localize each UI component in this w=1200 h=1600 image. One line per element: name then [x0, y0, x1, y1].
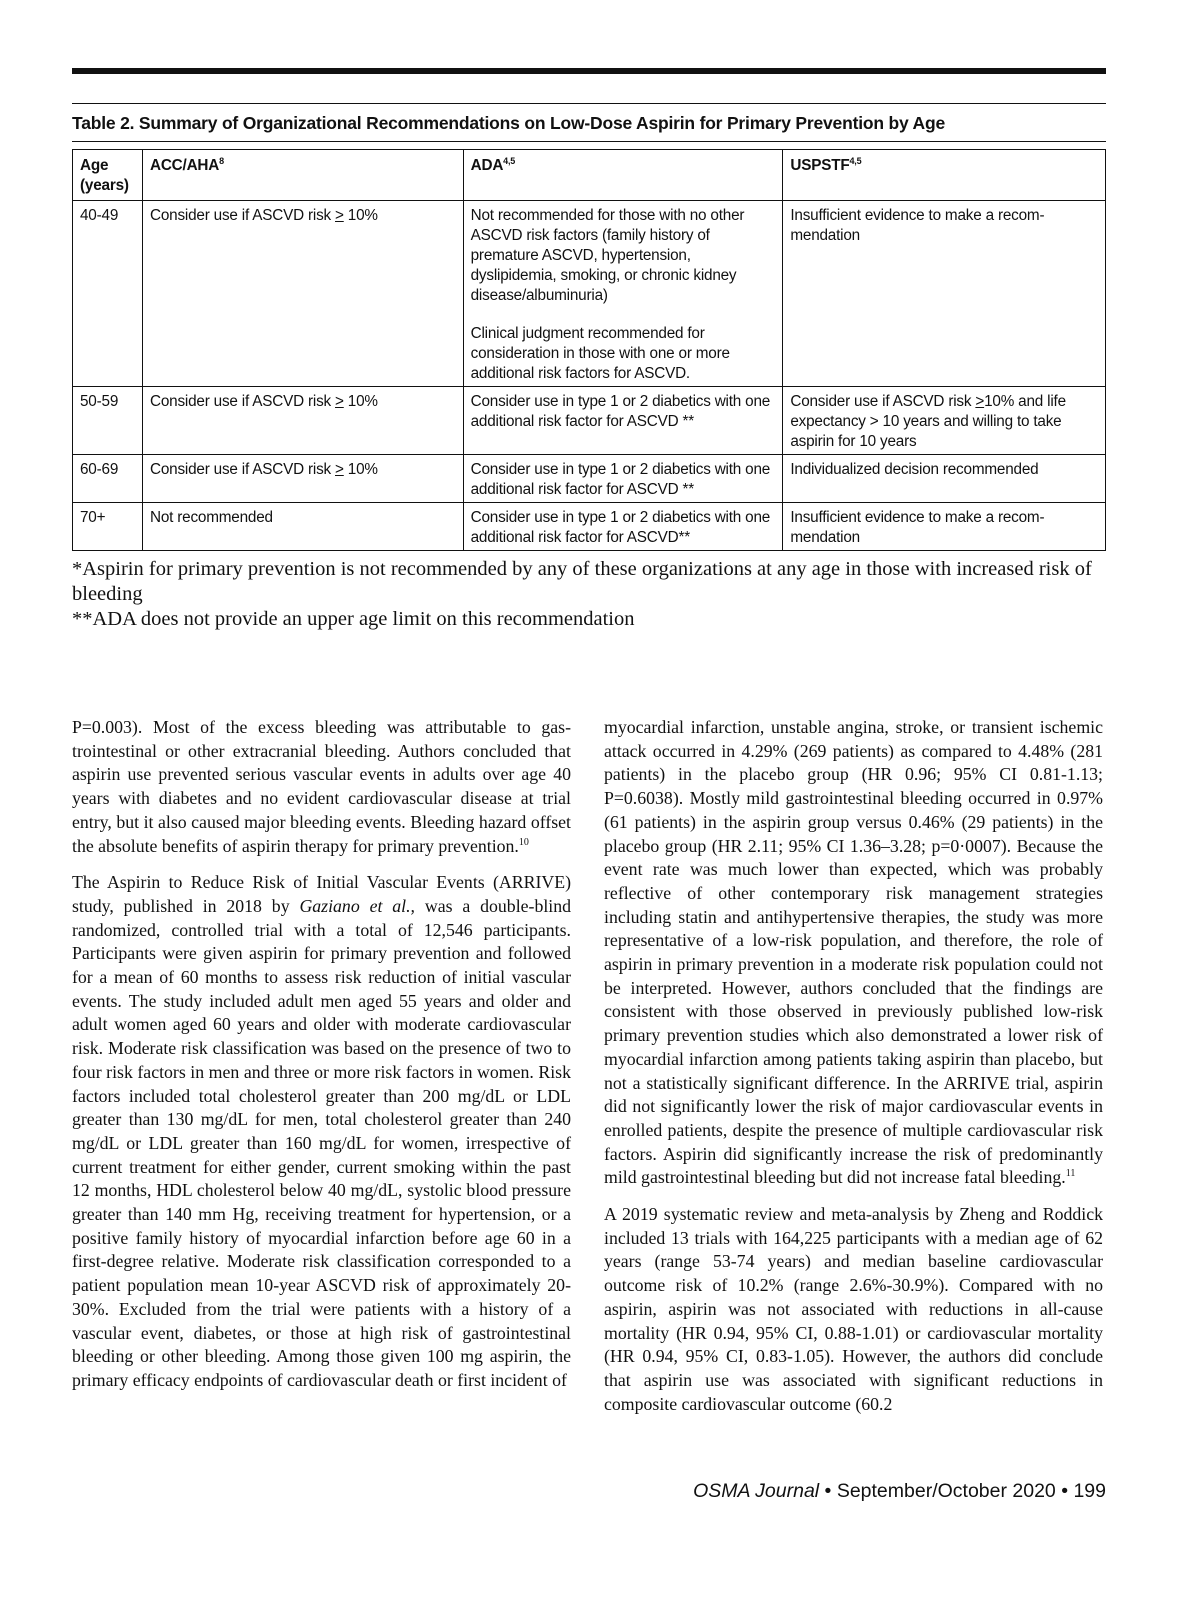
cell-acc-aha: Consider use if ASCVD risk > 10% — [142, 387, 463, 455]
paragraph: myocardial infarction, unstable angina, stroke, or transient ischemic attack occurred in 4.29% (269 patients) as compared to 4.48% (281 patients) in the placebo group (HR 0.96; 95% CI 0.81-1.13; P=0.6038). Mostly mild gastrointestinal bleeding occurred in 0.97% (61 patients) in the aspirin group versus 0.46% (29 patients) in the placebo group (HR 2.11; 95% CI 1.36–3.28; p=0·0007). Because the event rate was much lower than expected, which was probably reflective of other contemporary risk management strategies including statin and antihypertensive therapies, the study was more representative of a low-risk population, and therefore, the role of aspirin in primary prevention in a moderate risk population could not be interpreted. However, authors concluded that the findings are consistent with those observed in previously published low-risk primary prevention studies which also demonstrated a lower risk of myocardial infarction among patients taking aspirin than placebo, but not a statistically significant difference. In the ARRIVE trial, aspirin did not significantly lower the risk of major cardiovascular events in enrolled patients, despite the presence of multiple cardiovascular risk factors. Aspirin did significantly increase the risk of predominantly mild gastrointestinal bleeding but did not increase fatal bleeding.$^{11}$ — [604, 717, 1103, 1188]
cell-age: 40-49 — [73, 201, 143, 387]
recommendations-table — [72, 149, 1106, 551]
cell-ada: Consider use in type 1 or 2 diabetics with one additional risk factor for ASCVD ** — [463, 387, 783, 455]
page-footer: OSMA Journal • September/October 2020 • 199 — [693, 1480, 1106, 1502]
cell-age: 60-69 — [73, 455, 143, 503]
cell-acc-aha: Consider use if ASCVD risk > 10% — [142, 201, 463, 387]
body-column-right — [604, 716, 1103, 1429]
paragraph: The Aspirin to Reduce Risk of Initial Vascular Events (ARRIVE) study, published in 2018 by Gaziano et al., was a double-blind randomized, controlled trial with a total of 12,546 participants. Participants were given aspirin for primary prevention and followed for a mean of 60 months to assess risk reduction of initial vascular events. The study included adult men aged 55 years and older and adult women aged 60 years and older with moderate cardiovascular risk. Moderate risk classification was based on the presence of two to four risk factors in men and three or more risk factors in women. Risk factors included total cholesterol greater than 200 mg/dL or LDL greater than 130 mg/dL for men, total cholesterol greater than 240 mg/dL or LDL greater than 160 mg/dL for women, irrespective of current treatment for either gender, current smoking within the past 12 months, HDL cholesterol below 40 mg/dL, systolic blood pressure greater than 140 mm Hg, receiving treatment for hypertension, or a positive family history of myocardial infarction before age 60 in a first-degree relative. Moderate risk classification corresponded to a patient population mean 10-year ASCVD risk of approximately 20-30%. Excluded from the trial were patients with a history of a vascular event, diabetes, or those at high risk of gastrointestinal bleeding or other bleeding. Among those given 100 mg aspirin, the primary efficacy endpoints of cardiovascular death or first incident of — [72, 872, 571, 1390]
body-column-left — [72, 716, 571, 1406]
header-age: Age (years) — [73, 150, 143, 201]
cell-uspstf: Individualized decision recommended — [783, 455, 1106, 503]
header-uspstf: USPSTF$^{4,5}$ — [783, 150, 1106, 201]
cell-acc-aha: Consider use if ASCVD risk > 10% — [142, 455, 463, 503]
cell-ada: Consider use in type 1 or 2 diabetics with one additional risk factor for ASCVD** — [463, 503, 783, 551]
paragraph: A 2019 systematic review and meta-analysis by Zheng and Roddick included 13 trials with 164,225 participants with a median age of 62 years (range 53-74 years) and median baseline cardiovascular outcome risk of 10.2% (range 2.6%-30.9%). Compared with no aspirin, aspirin was not associated with reductions in all-cause mortality (HR 0.94, 95% CI, 0.88-1.01) or cardiovascular mortality (HR 0.94, 95% CI, 0.83-1.05). However, the authors did conclude that aspirin use was associated with significant reductions in composite cardiovascular outcome (60.2 — [604, 1204, 1103, 1414]
paragraph: P=0.003). Most of the excess bleeding was attributable to gastrointestinal or other extracranial bleeding. Authors concluded that aspirin use prevented serious vascular events in adults over age 40 years with diabetes and no evident cardiovascular disease at trial entry, but it also caused major bleeding events. Bleeding hazard offset the absolute benefits of aspirin therapy for primary prevention.$^{10}$ — [72, 717, 571, 856]
footnote-bleeding: *Aspirin for primary prevention is not recommended by any of these organizations at any age in those with increased risk of bleeding — [72, 558, 1092, 605]
table-row — [73, 455, 1106, 503]
cell-age: 70+ — [73, 503, 143, 551]
cell-uspstf: Insufficient evidence to make a recom-mendation — [783, 503, 1106, 551]
header-ada: ADA$^{4,5}$ — [463, 150, 783, 201]
table-footnotes — [72, 557, 1106, 632]
table-title-rule — [72, 141, 1106, 142]
header-acc-aha: ACC/AHA$^8$ — [142, 150, 463, 201]
header-rule-thick — [72, 68, 1106, 74]
issue-date: September/October 2020 — [836, 1480, 1056, 1502]
cell-acc-aha: Not recommended — [142, 503, 463, 551]
cell-ada: Consider use in type 1 or 2 diabetics with one additional risk factor for ASCVD ** — [463, 455, 783, 503]
cell-age: 50-59 — [73, 387, 143, 455]
journal-name: OSMA Journal — [693, 1480, 820, 1502]
header-rule-thin — [72, 103, 1106, 104]
cell-ada: Not recommended for those with no other ASCVD risk factors (family history of premature ASCVD, hypertension, dyslipidemia, smoking, or chronic kidney disease/albuminuria) Clinical judgment recommended for consideration in those with one or more additional risk factors for ASCVD. — [463, 201, 783, 387]
table-header-row — [73, 150, 1106, 201]
table-row — [73, 201, 1106, 387]
table-row — [73, 503, 1106, 551]
footnote-ada-age: **ADA does not provide an upper age limit on this recommendation — [72, 608, 635, 630]
table-title: Table 2. Summary of Organizational Recommendations on Low-Dose Aspirin for Primary Prevention by Age — [72, 113, 945, 133]
cell-uspstf: Consider use if ASCVD risk >10% and life expectancy > 10 years and willing to take aspirin for 10 years — [783, 387, 1106, 455]
cell-uspstf: Insufficient evidence to make a recom-mendation — [783, 201, 1106, 387]
page-number: 199 — [1073, 1480, 1106, 1502]
table-row — [73, 387, 1106, 455]
